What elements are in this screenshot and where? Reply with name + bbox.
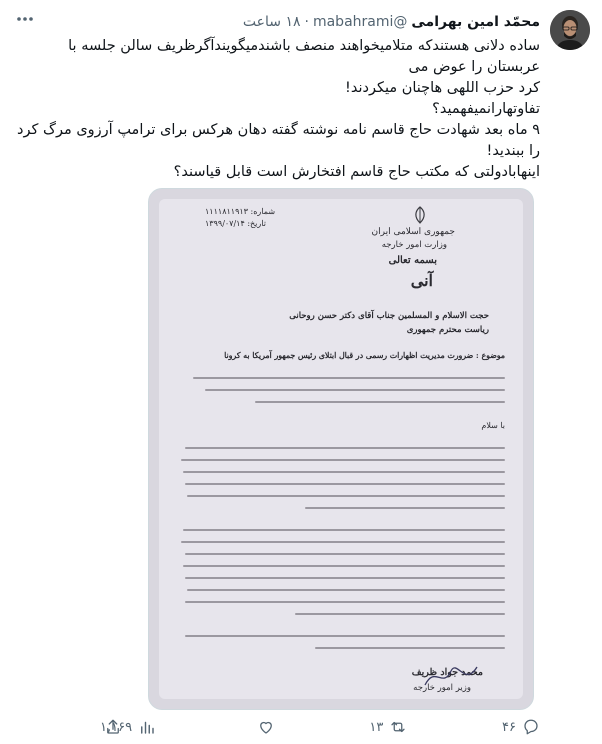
retweet-icon	[389, 718, 407, 736]
ministry-name: وزارت امور خارجه	[381, 240, 447, 250]
tweet-line: اینهابادولتی که مکتب حاج قاسم افتخارش است قابل قیاسند؟	[173, 164, 540, 180]
tweet-timestamp[interactable]: ۱۸ ساعت	[242, 14, 301, 30]
avatar-image	[550, 10, 590, 50]
signature-name: محمد جواد ظریف	[411, 667, 483, 678]
heart-icon	[257, 718, 275, 736]
recipient-title: ریاست محترم جمهوری	[406, 325, 489, 335]
subject-line: موضوع : ضرورت مدیریت اظهارات رسمی در قبال ابتلای رئیس جمهور آمریکا به کرونا	[224, 351, 505, 360]
letter-document	[159, 199, 523, 699]
reply-count: ۴۶	[502, 719, 516, 735]
reply-button[interactable]	[502, 718, 540, 736]
emblem-icon	[409, 205, 431, 225]
tweet-text	[14, 36, 540, 183]
reply-icon	[522, 718, 540, 736]
avatar[interactable]	[550, 10, 590, 50]
greeting: با سلام	[481, 421, 505, 430]
retweet-count: ۱۳	[369, 719, 384, 735]
tweet-media-image[interactable]	[148, 188, 534, 710]
views-count: ۱,۱۶۹	[100, 719, 133, 735]
views-icon	[138, 718, 156, 736]
tweet-actions	[100, 716, 540, 738]
tweet-line: ۹ ماه بعد شهادت حاج قاسم نامه نوشته گفته دهان هرکس برای ترامپ آرزوی مرگ کرد را ببندید!	[17, 122, 540, 159]
emblem-caption: جمهوری اسلامی ایران	[371, 227, 455, 237]
retweet-button[interactable]	[369, 718, 407, 736]
signature-scribble	[421, 659, 481, 695]
tweet-line: تفاوتهارانمیفهمید؟	[432, 101, 540, 117]
doc-date: تاریخ: ۱۳۹۹/۰۷/۱۴	[205, 219, 266, 228]
salutation: حجت الاسلام و المسلمین جناب آقای دکتر حسن روحانی	[289, 311, 489, 321]
share-button[interactable]	[104, 718, 122, 740]
separator-dot: ·	[304, 14, 309, 30]
tweet-line: ساده دلانی هستندکه متلامیخواهند منصف باشندمیگویندآگرظریف سالن جلسه با عربستان را عوض می	[68, 38, 540, 75]
doc-number: شماره: ۱۱۱۱۸۱۱۹۱۳	[205, 207, 276, 216]
signature-title: وزیر امور خارجه	[413, 683, 471, 693]
like-button[interactable]	[251, 718, 275, 736]
tweet-header	[14, 12, 540, 32]
share-icon	[104, 718, 122, 736]
urgency-label: آنی	[410, 271, 433, 290]
more-icon[interactable]	[12, 8, 38, 30]
tweet-line: کرد حزب اللهی هاچنان میکردند!	[345, 80, 540, 96]
author-handle[interactable]: @mabahrami	[312, 14, 408, 30]
author-name[interactable]: محمّد امین بهرامی	[411, 14, 540, 30]
besmellah: بسمه تعالی	[388, 255, 437, 266]
